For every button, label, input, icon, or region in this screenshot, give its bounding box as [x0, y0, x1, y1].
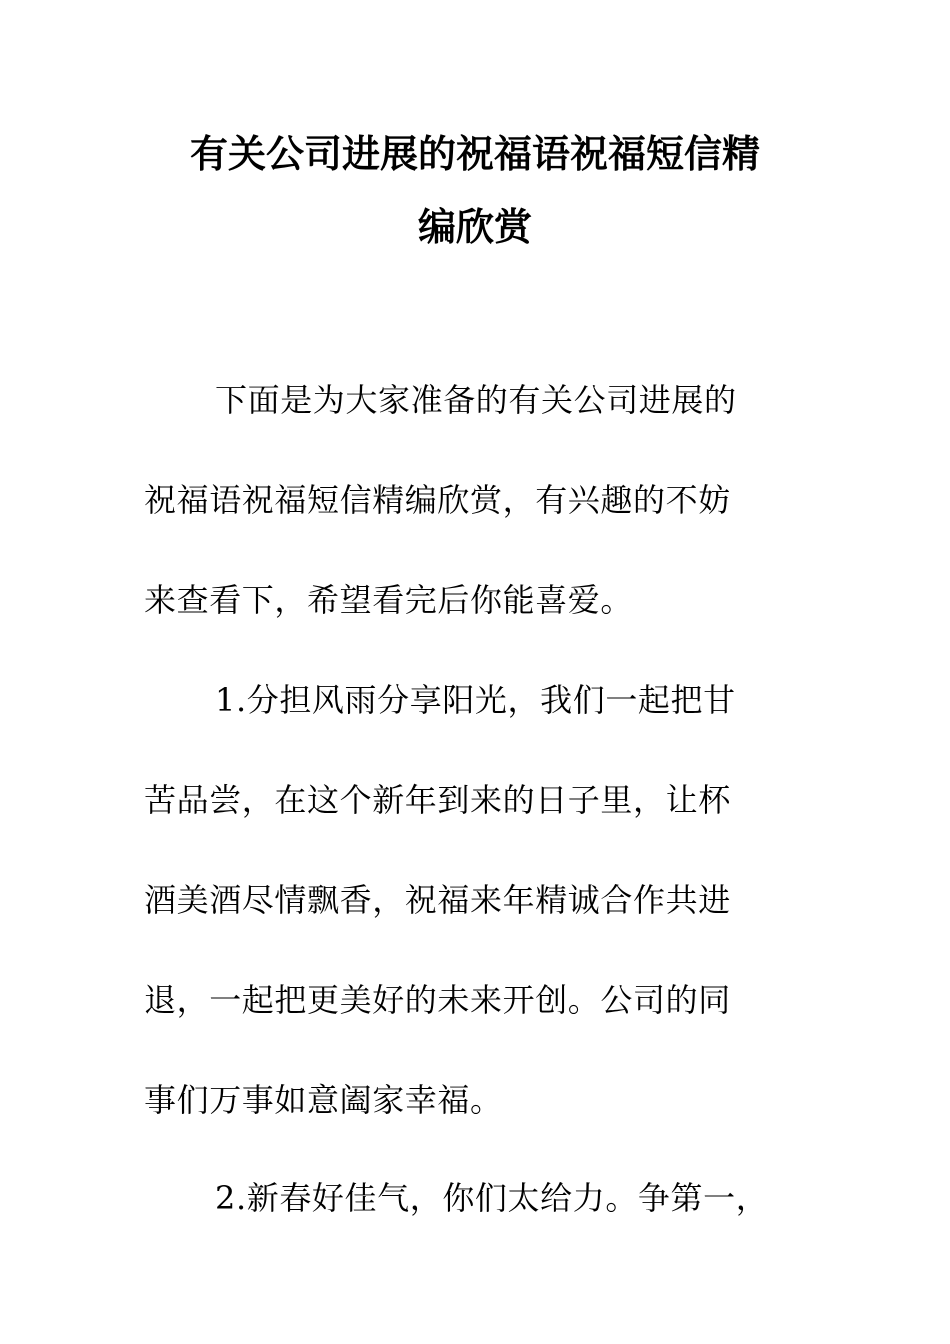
item-2-line-1: 2.新春好佳气，你们太给力。争第一， — [215, 1179, 769, 1217]
item-1-line-3: 酒美酒尽情飘香，祝福来年精诚合作共进 — [144, 881, 731, 919]
item-1-line-4: 退，一起把更美好的未来开创。公司的同 — [144, 981, 731, 1019]
item-1-line-1: 1.分担风雨分享阳光，我们一起把甘 — [215, 681, 736, 719]
intro-line-2: 祝福语祝福短信精编欣赏，有兴趣的不妨 — [144, 481, 731, 519]
document-title-line-2: 编欣赏 — [417, 205, 532, 249]
intro-line-3: 来查看下，希望看完后你能喜爱。 — [144, 581, 634, 619]
item-1-line-2: 苦品尝，在这个新年到来的日子里，让杯 — [144, 781, 731, 819]
item-1-line-5: 事们万事如意阖家幸福。 — [144, 1081, 503, 1119]
intro-line-1: 下面是为大家准备的有关公司进展的 — [215, 381, 737, 419]
document-title-line-1: 有关公司进展的祝福语祝福短信精 — [189, 132, 760, 176]
